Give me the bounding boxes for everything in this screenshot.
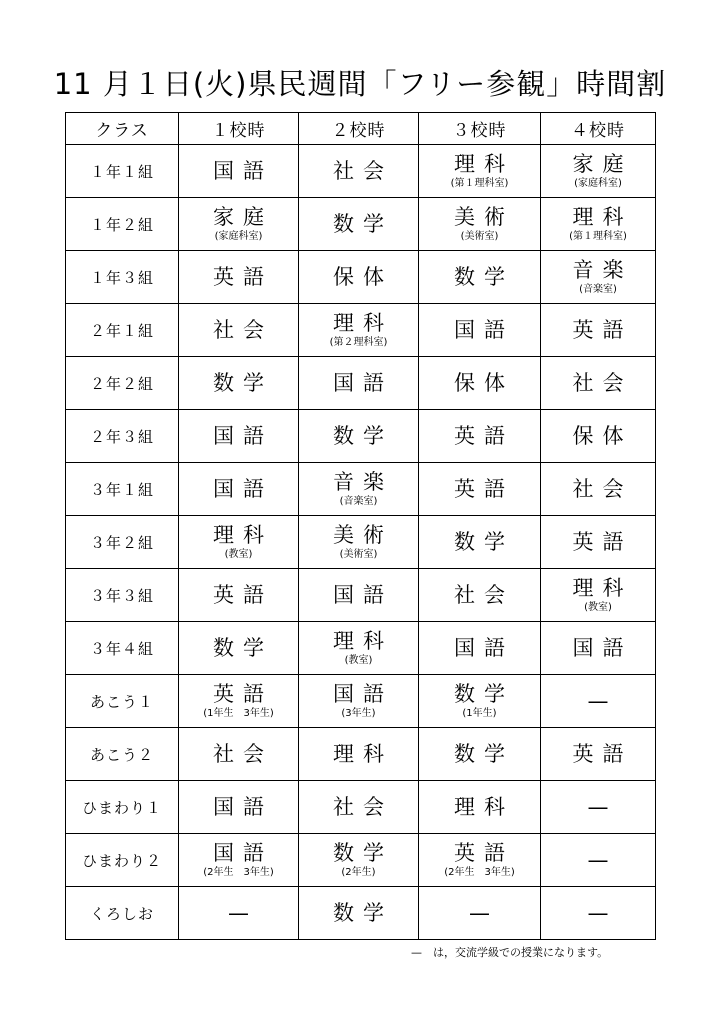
- room-note: (3年生): [341, 708, 376, 719]
- period-cell: [179, 145, 299, 198]
- table-row: [66, 728, 656, 781]
- period-cell: [541, 463, 656, 516]
- subject-label: 国語: [454, 317, 514, 342]
- class-name-cell: あこう１: [66, 675, 179, 728]
- subject-label: 英語: [572, 741, 633, 766]
- period-cell: [419, 463, 541, 516]
- period-cell: [419, 675, 541, 728]
- period-cell: [541, 887, 656, 940]
- subject-label: 英語: [454, 841, 514, 865]
- period-cell: [541, 569, 656, 622]
- period-cell: [419, 198, 541, 251]
- subject-label: 理科: [213, 523, 273, 547]
- period-cell: [299, 145, 419, 198]
- subject-label: 家庭: [572, 152, 633, 176]
- subject-label: 美術: [454, 205, 514, 229]
- period-cell: [419, 516, 541, 569]
- table-row: [66, 887, 656, 940]
- room-note: (家庭科室): [574, 178, 622, 189]
- room-note: (音楽室): [579, 284, 617, 295]
- class-name-cell: ３年４組: [66, 622, 179, 675]
- period-cell: [541, 251, 656, 304]
- period-cell: [541, 622, 656, 675]
- subject-label: 理科: [333, 311, 393, 335]
- period-cell: [419, 357, 541, 410]
- subject-label: 数学: [333, 900, 393, 925]
- subject-label: 保体: [572, 423, 633, 448]
- subject-label: 国語: [333, 682, 393, 706]
- subject-label: 国語: [333, 370, 393, 395]
- class-name-cell: ３年２組: [66, 516, 179, 569]
- class-name-cell: ２年３組: [66, 410, 179, 463]
- table-row: [66, 304, 656, 357]
- subject-label: 音楽: [333, 470, 393, 494]
- period-cell: [541, 304, 656, 357]
- class-name-cell: １年３組: [66, 251, 179, 304]
- subject-label: 理科: [333, 629, 393, 653]
- subject-label: 国語: [572, 635, 633, 660]
- period-cell: [179, 675, 299, 728]
- subject-label: 数学: [333, 841, 393, 865]
- period-cell: [541, 198, 656, 251]
- subject-label: 社会: [454, 582, 514, 607]
- class-name-cell: ひまわり１: [66, 781, 179, 834]
- subject-label: 美術: [333, 523, 393, 547]
- subject-label: 理科: [572, 205, 633, 229]
- page-title: 11 月１日(火)県民週間「フリー参観」時間割: [53, 67, 667, 101]
- table-row: [66, 516, 656, 569]
- period-cell: [179, 569, 299, 622]
- period-cell: [179, 357, 299, 410]
- class-name-cell: ２年２組: [66, 357, 179, 410]
- table-row: [66, 410, 656, 463]
- period-cell: [419, 781, 541, 834]
- subject-label: 英語: [454, 476, 514, 501]
- subject-label: 数学: [454, 264, 514, 289]
- subject-label: 数学: [454, 529, 514, 554]
- period-cell: [179, 781, 299, 834]
- subject-label: 国語: [213, 158, 273, 183]
- table-row: [66, 251, 656, 304]
- period-cell: [299, 410, 419, 463]
- table-row: [66, 781, 656, 834]
- period-cell: [299, 304, 419, 357]
- table-row: [66, 463, 656, 516]
- period-cell: [541, 145, 656, 198]
- subject-label: 数学: [333, 423, 393, 448]
- room-note: (2年生 3年生): [203, 867, 274, 878]
- subject-label: 英語: [572, 529, 633, 554]
- period-cell: [419, 145, 541, 198]
- header-period-3: ３校時: [419, 113, 541, 145]
- subject-label: 社会: [333, 794, 393, 819]
- period-cell: [299, 357, 419, 410]
- period-cell: [179, 463, 299, 516]
- header-period-4: ４校時: [541, 113, 656, 145]
- subject-label: 数学: [333, 211, 393, 236]
- timetable-body: [66, 145, 656, 940]
- subject-label: 社会: [213, 741, 273, 766]
- subject-label: 数学: [213, 635, 273, 660]
- period-cell: [299, 516, 419, 569]
- subject-label: —: [587, 794, 609, 819]
- period-cell: [179, 728, 299, 781]
- subject-label: 理科: [454, 794, 514, 819]
- subject-label: 音楽: [572, 258, 633, 282]
- subject-label: 理科: [572, 576, 633, 600]
- period-cell: [419, 304, 541, 357]
- period-cell: [299, 781, 419, 834]
- table-row: [66, 145, 656, 198]
- header-row: [66, 113, 656, 145]
- class-name-cell: ひまわり２: [66, 834, 179, 887]
- class-name-cell: ２年１組: [66, 304, 179, 357]
- subject-label: 国語: [333, 582, 393, 607]
- period-cell: [299, 198, 419, 251]
- period-cell: [419, 569, 541, 622]
- period-cell: [541, 410, 656, 463]
- subject-label: 理科: [333, 741, 393, 766]
- room-note: (美術室): [339, 549, 378, 560]
- room-note: (教室): [584, 602, 612, 613]
- period-cell: [541, 357, 656, 410]
- subject-label: 英語: [572, 317, 633, 342]
- period-cell: [419, 887, 541, 940]
- room-note: (第２理科室): [329, 337, 388, 348]
- subject-label: 社会: [572, 370, 633, 395]
- period-cell: [179, 410, 299, 463]
- subject-label: 保体: [454, 370, 514, 395]
- period-cell: [541, 834, 656, 887]
- period-cell: [299, 675, 419, 728]
- subject-label: 英語: [213, 582, 273, 607]
- class-name-cell: くろしお: [66, 887, 179, 940]
- header-period-2: ２校時: [299, 113, 419, 145]
- table-row: [66, 834, 656, 887]
- table-row: [66, 675, 656, 728]
- room-note: (1年生 3年生): [203, 708, 274, 719]
- period-cell: [541, 728, 656, 781]
- period-cell: [179, 198, 299, 251]
- room-note: (美術室): [460, 231, 499, 242]
- subject-label: —: [228, 900, 249, 925]
- period-cell: [179, 622, 299, 675]
- subject-label: 英語: [454, 423, 514, 448]
- period-cell: [419, 251, 541, 304]
- header-class: クラス: [66, 113, 179, 145]
- table-row: [66, 569, 656, 622]
- subject-label: 英語: [213, 682, 273, 706]
- subject-label: 社会: [572, 476, 633, 501]
- subject-label: —: [587, 688, 609, 713]
- period-cell: [299, 728, 419, 781]
- subject-label: —: [587, 900, 609, 925]
- subject-label: 社会: [213, 317, 273, 342]
- subject-label: 国語: [213, 476, 273, 501]
- period-cell: [299, 251, 419, 304]
- class-name-cell: ３年１組: [66, 463, 179, 516]
- class-name-cell: １年２組: [66, 198, 179, 251]
- room-note: (2年生): [341, 867, 376, 878]
- room-note: (第１理科室): [450, 178, 509, 189]
- period-cell: [419, 728, 541, 781]
- period-cell: [299, 622, 419, 675]
- period-cell: [541, 516, 656, 569]
- period-cell: [419, 834, 541, 887]
- period-cell: [419, 410, 541, 463]
- subject-label: 国語: [213, 423, 273, 448]
- period-cell: [541, 675, 656, 728]
- class-name-cell: １年１組: [66, 145, 179, 198]
- class-name-cell: ３年３組: [66, 569, 179, 622]
- table-row: [66, 198, 656, 251]
- subject-label: 数学: [454, 741, 514, 766]
- table-row: [66, 622, 656, 675]
- period-cell: [179, 887, 299, 940]
- timetable: [65, 112, 656, 940]
- room-note: (第１理科室): [569, 231, 627, 242]
- room-note: (音楽室): [339, 496, 378, 507]
- period-cell: [179, 304, 299, 357]
- period-cell: [419, 622, 541, 675]
- period-cell: [299, 887, 419, 940]
- subject-label: 社会: [333, 158, 393, 183]
- subject-label: 数学: [454, 682, 514, 706]
- subject-label: 理科: [454, 152, 514, 176]
- room-note: (1年生): [462, 708, 497, 719]
- header-period-1: １校時: [179, 113, 299, 145]
- subject-label: 国語: [454, 635, 514, 660]
- subject-label: 国語: [213, 794, 273, 819]
- period-cell: [541, 781, 656, 834]
- subject-label: —: [587, 847, 609, 872]
- table-row: [66, 357, 656, 410]
- period-cell: [299, 834, 419, 887]
- period-cell: [299, 569, 419, 622]
- room-note: (教室): [224, 549, 253, 560]
- period-cell: [299, 463, 419, 516]
- subject-label: 数学: [213, 370, 273, 395]
- room-note: (教室): [344, 655, 373, 666]
- period-cell: [179, 834, 299, 887]
- subject-label: 家庭: [213, 205, 273, 229]
- subject-label: —: [469, 900, 490, 925]
- subject-label: 保体: [333, 264, 393, 289]
- period-cell: [179, 251, 299, 304]
- period-cell: [179, 516, 299, 569]
- subject-label: 英語: [213, 264, 273, 289]
- room-note: (家庭科室): [214, 231, 263, 242]
- subject-label: 国語: [213, 841, 273, 865]
- footnote: — は，交流学級での授業になります。: [411, 946, 609, 959]
- class-name-cell: あこう２: [66, 728, 179, 781]
- room-note: (2年生 3年生): [444, 867, 515, 878]
